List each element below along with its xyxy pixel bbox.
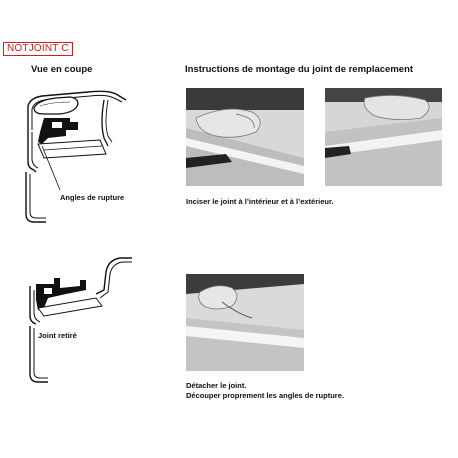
caption-step2-line2: Découper proprement les angles de rupture. bbox=[186, 391, 344, 400]
photo-step2 bbox=[186, 274, 304, 371]
cross-section-diagram-top bbox=[8, 84, 148, 226]
cross-section-drawing-top bbox=[8, 84, 148, 226]
photo-step1-right bbox=[325, 88, 442, 186]
left-heading: Vue en coupe bbox=[31, 64, 93, 75]
caption-step1: Inciser le joint à l’intérieur et à l’extérieur. bbox=[186, 197, 334, 206]
photo-step1-left bbox=[186, 88, 304, 186]
cross-section-drawing-bottom bbox=[8, 250, 148, 390]
photo-step2-image bbox=[186, 274, 304, 371]
diagram-bottom-label: Joint retiré bbox=[38, 331, 77, 340]
cross-section-diagram-bottom bbox=[8, 250, 148, 390]
document-tag: NOTJOINT C bbox=[3, 42, 73, 56]
photo-step1-left-image bbox=[186, 88, 304, 186]
photo-step1-right-image bbox=[325, 88, 442, 186]
caption-step2-line1: Détacher le joint. bbox=[186, 381, 247, 390]
diagram-top-label: Angles de rupture bbox=[60, 193, 125, 202]
right-heading: Instructions de montage du joint de remplacement bbox=[185, 64, 414, 75]
